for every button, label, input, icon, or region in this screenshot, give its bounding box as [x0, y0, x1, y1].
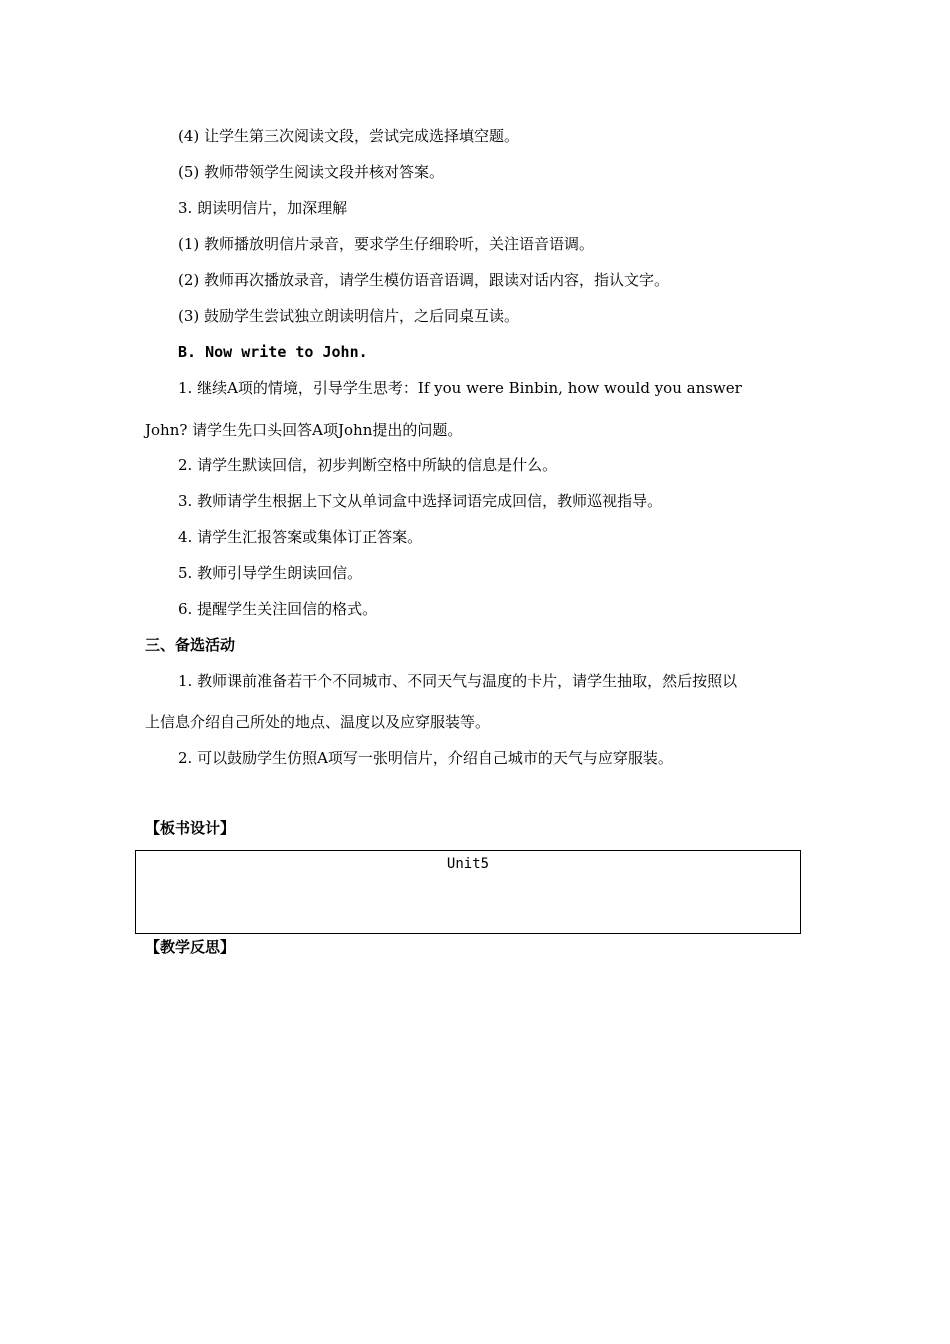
section-b-item-3: 3. 教师请学生根据上下文从单词盒中选择词语完成回信，教师巡视指导。: [178, 492, 663, 510]
section-b-item-1-line2: John? 请学生先口头回答A项John提出的问题。: [145, 421, 463, 439]
section-b-item-4: 4. 请学生汇报答案或集体订正答案。: [178, 528, 423, 546]
step-4: (4) 让学生第三次阅读文段，尝试完成选择填空题。: [178, 127, 520, 145]
optional-item-1-line1: 1. 教师课前准备若干个不同城市、不同天气与温度的卡片，请学生抽取，然后按照以: [178, 672, 738, 690]
board-title: Unit5: [446, 856, 490, 872]
step3-item-3: (3) 鼓励学生尝试独立朗读明信片，之后同桌互读。: [178, 307, 520, 325]
board-design-heading: 【板书设计】: [145, 819, 236, 837]
optional-activities-heading: 三、备选活动: [145, 636, 236, 654]
step3-heading: 3. 朗读明信片，加深理解: [178, 199, 348, 217]
section-b-title: B. Now write to John.: [178, 343, 368, 361]
section-b-item-6: 6. 提醒学生关注回信的格式。: [178, 600, 378, 618]
section-b-item-1-line1: 1. 继续A项的情境，引导学生思考：If you were Binbin, how would you answer: [178, 379, 742, 397]
teaching-reflection-heading: 【教学反思】: [145, 938, 236, 956]
step-5: (5) 教师带领学生阅读文段并核对答案。: [178, 163, 445, 181]
board-design-box: [135, 850, 801, 934]
optional-item-1-line2: 上信息介绍自己所处的地点、温度以及应穿服装等。: [145, 713, 491, 731]
section-b-item-2: 2. 请学生默读回信，初步判断空格中所缺的信息是什么。: [178, 456, 558, 474]
section-b-item-5: 5. 教师引导学生朗读回信。: [178, 564, 363, 582]
step3-item-2: (2) 教师再次播放录音，请学生模仿语音语调，跟读对话内容，指认文字。: [178, 271, 670, 289]
optional-item-2: 2. 可以鼓励学生仿照A项写一张明信片，介绍自己城市的天气与应穿服装。: [178, 749, 673, 767]
step3-item-1: (1) 教师播放明信片录音，要求学生仔细聆听，关注语音语调。: [178, 235, 595, 253]
